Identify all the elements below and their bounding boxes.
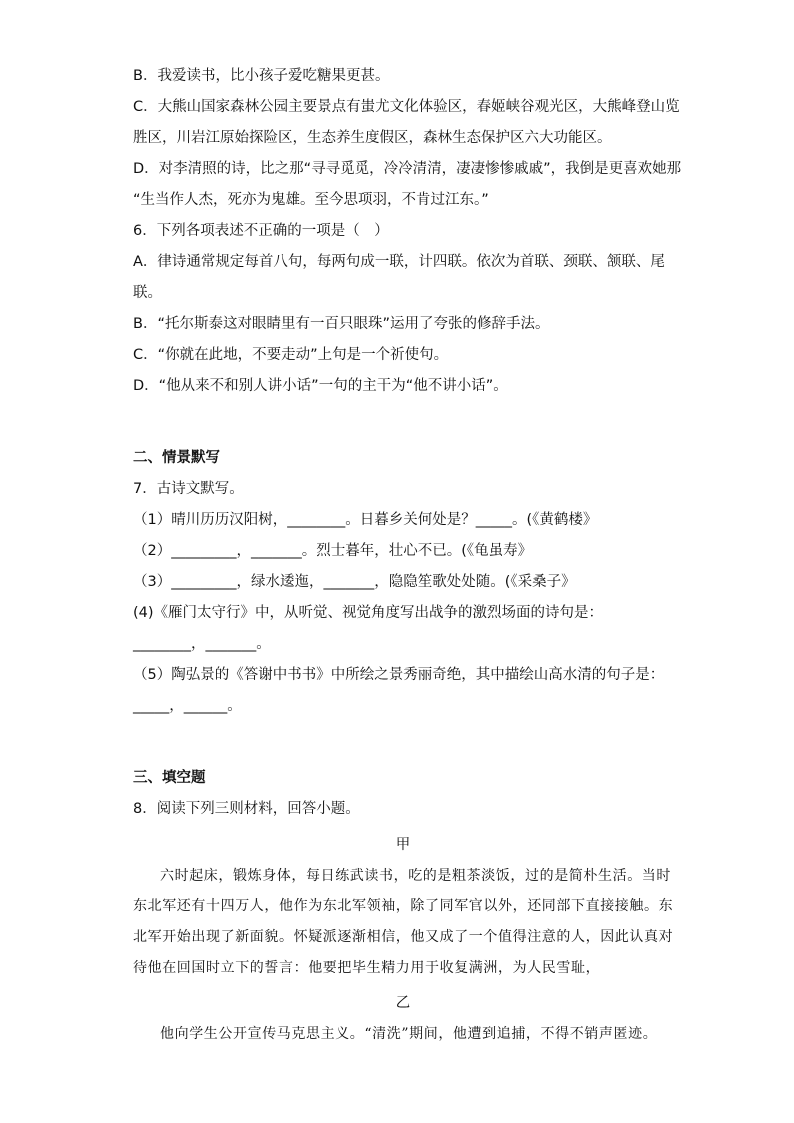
section-3-title: 三、填空题 <box>133 770 206 786</box>
material-yi-title: 乙 <box>395 995 411 1011</box>
q5-option-b: B．我爱读书，比小孩子爱吃糖果更甚。 <box>133 68 390 84</box>
q5-option-c-line1: C．大熊山国家森林公园主要景点有蚩尤文化体验区，春姬峡谷观光区，大熊峰登山览 <box>133 99 680 115</box>
q6-option-a-line1: A．律诗通常规定每首八句，每两句成一联，计四联。依次为首联、颈联、颔联、尾 <box>133 254 665 270</box>
q6-option-c: C．“你就在此地，不要走动”上句是一个祈使句。 <box>133 347 449 363</box>
q6-option-d: D．“他从来不和别人讲小话”一句的主干为“他不讲小话”。 <box>133 378 508 394</box>
q7-item-2: （2）_________，_______。烈士暮年，壮心不已。(《龟虽寿》 <box>133 543 533 559</box>
q6-stem: 6．下列各项表述不正确的一项是（ ） <box>133 223 389 239</box>
q6-option-a-line2: 联。 <box>133 285 162 301</box>
material-jia-line4: 待他在回国时立下的誓言：他要把毕生精力用于收复满洲，为人民雪耻， <box>133 960 601 976</box>
q7-item-3: （3）_________，绿水逶迤，_______，隐隐笙歌处处随。(《采桑子》 <box>133 574 576 590</box>
q7-item-5-line1: （5）陶弘景的《答谢中书书》中所绘之景秀丽奇绝，其中描绘山高水清的句子是： <box>133 667 665 683</box>
q5-option-d-line1: D．对李清照的诗，比之那“寻寻觅觅，冷冷清清，凄凄惨惨戚戚”，我倒是更喜欢她那 <box>133 161 682 177</box>
q7-item-4-line1: (4)《雁门太守行》中，从听觉、视觉角度写出战争的激烈场面的诗句是： <box>133 605 604 621</box>
material-jia-title: 甲 <box>395 837 411 853</box>
q7-item-1: （1）晴川历历汉阳树，________。日暮乡关何处是？_____。(《黄鹤楼》 <box>133 512 598 528</box>
q5-option-d-line2: “生当作人杰，死亦为鬼雄。至今思项羽，不肯过江东。” <box>133 192 489 208</box>
material-yi-line1: 他向学生公开宣传马克思主义。“清洗”期间，他遭到追捕，不得不销声匿迹。 <box>160 1026 658 1042</box>
section-2-title: 二、情景默写 <box>133 450 220 466</box>
material-jia-line2: 东北军还有十四万人，他作为东北军领袖，除了同军官以外，还同部下直接接触。东 <box>133 898 674 914</box>
q7-stem: 7．古诗文默写。 <box>133 481 244 497</box>
q5-option-c-line2: 胜区，川岩江原始探险区，生态养生度假区，森林生态保护区六大功能区。 <box>133 130 612 146</box>
material-jia-line1: 六时起床，锻炼身体，每日练武读书，吃的是粗茶淡饭，过的是简朴生活。当时 <box>160 868 671 884</box>
q8-stem: 8．阅读下列三则材料，回答小题。 <box>133 801 360 817</box>
q6-option-b: B．“托尔斯泰这对眼睛里有一百只眼珠”运用了夸张的修辞手法。 <box>133 316 550 332</box>
q7-item-4-line2: ________，_______。 <box>133 636 271 652</box>
q7-item-5-line2: _____，______。 <box>133 698 242 714</box>
material-jia-line3: 北军开始出现了新面貌。怀疑派逐渐相信，他又成了一个值得注意的人，因此认真对 <box>133 929 674 945</box>
